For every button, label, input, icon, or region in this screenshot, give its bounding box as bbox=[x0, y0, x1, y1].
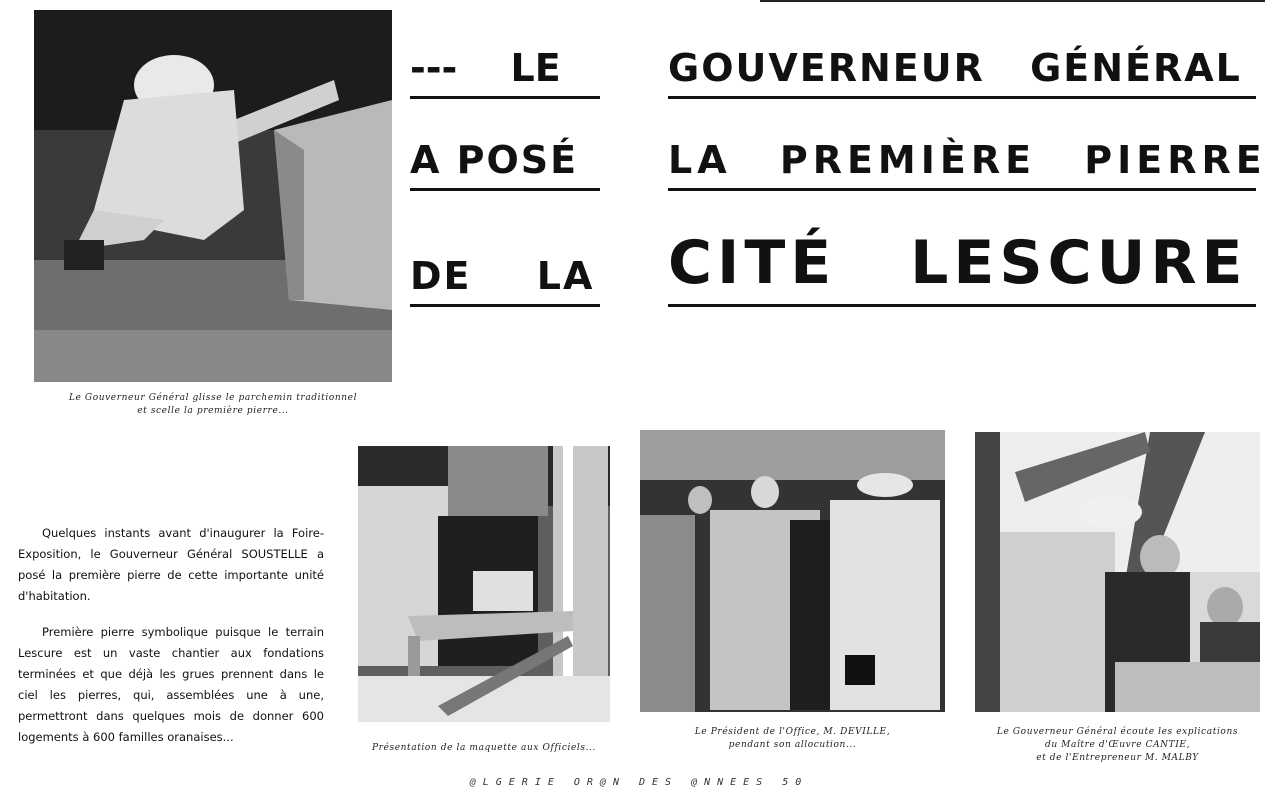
headline-row2-left bbox=[410, 140, 600, 191]
photo-governor-explanations bbox=[975, 432, 1260, 712]
top-rule bbox=[760, 0, 1265, 2]
footer-watermark: @LGERIE OR@N DES @NNEES 50 bbox=[469, 777, 809, 788]
caption-line: pendant son allocution... bbox=[728, 740, 857, 750]
caption-president bbox=[640, 726, 945, 752]
headline-row3-left bbox=[410, 246, 600, 307]
headline-row3-right bbox=[668, 228, 1256, 307]
photo-first-stone bbox=[34, 10, 392, 382]
headline-text: CITÉ LESCURE bbox=[668, 228, 1248, 298]
headline-text: GOUVERNEUR GÉNÉRAL bbox=[668, 46, 1242, 90]
article-paragraph-2: Première pierre symbolique puisque le terrain Lescure est un vaste chantier aux fondations terminées et que déjà les grues prennent dans le ciel les pierres, qui, assemblées une à une, permettront dans quelques mois de donner 600 logements à 600 familles oranaises... bbox=[18, 625, 324, 744]
caption-line: Le Gouverneur Général glisse le parchemin traditionnel bbox=[68, 393, 358, 403]
headline-row1-right bbox=[668, 48, 1256, 99]
caption-line: Le Gouverneur Général écoute les explications bbox=[996, 727, 1239, 737]
headline-text: DE LA bbox=[410, 254, 595, 298]
photo-model-presentation bbox=[358, 446, 610, 722]
caption-line: et de l'Entrepreneur M. MALBY bbox=[1036, 753, 1199, 763]
caption-line: Présentation de la maquette aux Officiels... bbox=[372, 743, 596, 753]
caption-line: et scelle la première pierre... bbox=[137, 406, 289, 416]
headline-text: A POSÉ bbox=[410, 138, 579, 182]
headline-text: LA PREMIÈRE PIERRE bbox=[668, 138, 1267, 182]
article-body bbox=[18, 523, 324, 763]
caption-explanations bbox=[975, 726, 1260, 765]
headline-row1-left bbox=[410, 48, 600, 99]
caption-line: Le Président de l'Office, M. DEVILLE, bbox=[694, 727, 891, 737]
caption-model bbox=[358, 742, 610, 755]
headline-text: --- LE bbox=[410, 46, 561, 90]
headline-row2-right bbox=[668, 138, 1267, 191]
caption-first-stone bbox=[34, 392, 392, 418]
photo-president-speech bbox=[640, 430, 945, 712]
article-paragraph-1: Quelques instants avant d'inaugurer la Foire-Exposition, le Gouverneur Général SOUSTELLE a posé la première pierre de cette importante unité d'habitation. bbox=[18, 526, 324, 603]
caption-line: du Maître d'Œuvre CANTIE, bbox=[1044, 740, 1191, 750]
